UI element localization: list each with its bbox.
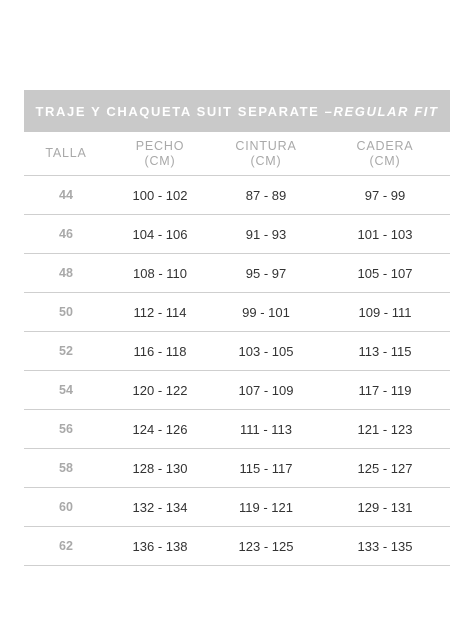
cell-cadera: 129 - 131 [357, 499, 413, 515]
table-row [24, 410, 450, 449]
cell-cintura: 123 - 125 [238, 538, 294, 554]
table-row [24, 254, 450, 293]
cell-cintura: 119 - 121 [239, 499, 293, 515]
cell-talla: 44 [59, 188, 73, 202]
cell-pecho: 100 - 102 [132, 187, 188, 203]
cell-cintura: 111 - 113 [239, 421, 293, 437]
header-pecho-label: PECHO [135, 138, 185, 153]
table-row [24, 293, 450, 332]
header-cintura-unit: (CM) [250, 153, 282, 168]
cell-cadera: 117 - 119 [358, 382, 412, 398]
cell-cadera: 105 - 107 [357, 265, 413, 281]
header-pecho [108, 132, 212, 175]
cell-cadera: 121 - 123 [357, 421, 413, 437]
cell-cadera: 101 - 103 [357, 226, 413, 242]
cell-cintura: 91 - 93 [245, 226, 287, 242]
size-chart-table [24, 90, 450, 566]
cell-pecho: 112 - 114 [133, 304, 187, 320]
cell-pecho: 104 - 106 [132, 226, 188, 242]
table-row [24, 488, 450, 527]
cell-cintura: 95 - 97 [245, 265, 287, 281]
cell-pecho: 132 - 134 [132, 499, 188, 515]
header-pecho-unit: (CM) [144, 153, 176, 168]
cell-talla: 60 [59, 500, 73, 514]
cell-talla: 56 [59, 422, 73, 436]
table-body [24, 176, 450, 566]
cell-pecho: 116 - 118 [133, 343, 187, 359]
cell-pecho: 108 - 110 [133, 265, 187, 281]
table-title-bar [24, 90, 450, 132]
table-row [24, 371, 450, 410]
header-talla [24, 132, 108, 175]
cell-cadera: 133 - 135 [357, 538, 413, 554]
table-row [24, 449, 450, 488]
cell-cadera: 113 - 115 [358, 343, 412, 359]
cell-talla: 52 [59, 344, 73, 358]
cell-cintura: 99 - 101 [242, 304, 290, 320]
table-row [24, 215, 450, 254]
cell-talla: 46 [59, 227, 73, 241]
cell-pecho: 136 - 138 [132, 538, 188, 554]
header-cadera [320, 132, 450, 175]
cell-cintura: 87 - 89 [245, 187, 287, 203]
cell-talla: 48 [59, 266, 73, 280]
header-cintura-label: CINTURA [235, 138, 297, 153]
cell-pecho: 124 - 126 [132, 421, 188, 437]
cell-cadera: 125 - 127 [357, 460, 413, 476]
table-header-row [24, 132, 450, 176]
table-row [24, 332, 450, 371]
cell-cintura: 103 - 105 [238, 343, 294, 359]
table-title: TRAJE Y CHAQUETA SUIT SEPARATE – [35, 103, 334, 119]
header-talla-label: TALLA [45, 146, 87, 160]
table-row [24, 527, 450, 566]
cell-pecho: 128 - 130 [132, 460, 188, 476]
cell-cintura: 107 - 109 [238, 382, 294, 398]
table-row [24, 176, 450, 215]
cell-talla: 54 [59, 383, 73, 397]
cell-cadera: 97 - 99 [364, 187, 406, 203]
cell-talla: 58 [59, 461, 73, 475]
cell-cadera: 109 - 111 [358, 304, 412, 320]
table-title-fit: REGULAR FIT [333, 103, 439, 119]
cell-pecho: 120 - 122 [132, 382, 188, 398]
cell-cintura: 115 - 117 [239, 460, 293, 476]
cell-talla: 50 [59, 305, 73, 319]
cell-talla: 62 [59, 539, 73, 553]
header-cintura [212, 132, 320, 175]
header-cadera-unit: (CM) [369, 153, 401, 168]
header-cadera-label: CADERA [356, 138, 414, 153]
